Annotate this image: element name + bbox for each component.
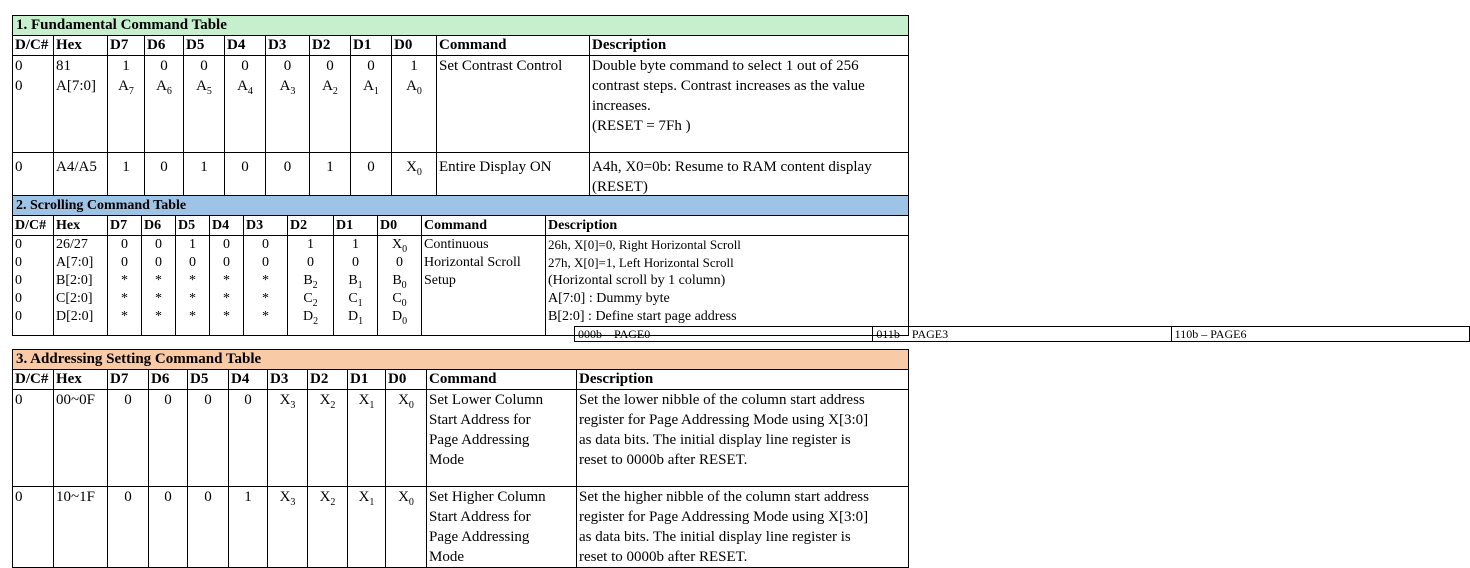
hex-cell: A[7:0]	[56, 255, 94, 270]
dc-cell: 0	[13, 153, 54, 198]
bit-cell: *	[155, 273, 162, 288]
column-header: D/C#	[13, 370, 54, 390]
command-line: Mode	[429, 452, 464, 468]
bit-cell: $A_7$	[118, 78, 134, 97]
column-header: Command	[437, 36, 590, 56]
description-line: contrast steps. Contrast increases as the value	[592, 78, 865, 94]
bit-cell: 0	[160, 58, 168, 74]
command-line: Start Address for	[429, 509, 531, 525]
bit-cell: $A_2$	[322, 78, 338, 97]
dc-cell: 0	[15, 273, 22, 288]
column-header: D3	[244, 216, 288, 236]
description-line: Double byte command to select 1 out of 256	[592, 58, 859, 74]
column-header: Description	[590, 36, 909, 56]
dc-cell: 0	[15, 58, 23, 74]
column-header: D2	[310, 36, 351, 56]
bit-cell: $X_0$	[386, 390, 427, 487]
bit-cell: *	[155, 291, 162, 306]
dc-cell: 0	[15, 78, 23, 94]
column-header: D2	[308, 370, 348, 390]
bit-cell: $D_0$	[391, 309, 408, 327]
bit-cell: 1	[189, 237, 196, 252]
column-header: D3	[268, 370, 308, 390]
bit-cell: 0	[108, 390, 149, 487]
table-row	[13, 487, 909, 568]
bit-cell: 0	[223, 255, 230, 270]
fundamental-command-section	[12, 15, 908, 195]
subtable-cell: 110b – PAGE6	[1171, 327, 1469, 342]
column-header: D1	[348, 370, 386, 390]
column-header: D1	[351, 36, 392, 56]
table-row	[13, 236, 909, 336]
column-header: D7	[108, 216, 142, 236]
description-line: increases.	[592, 98, 651, 114]
bit-cell: *	[262, 309, 269, 324]
hex-cell: 00~0F	[54, 390, 108, 487]
bit-cell: *	[223, 273, 230, 288]
bit-cell: 0	[188, 390, 229, 487]
hex-cell: A[7:0]	[56, 78, 96, 94]
bit-cell: $B_0$	[392, 273, 407, 291]
column-header: D4	[210, 216, 244, 236]
hex-cell: C[2:0]	[56, 291, 93, 306]
bit-cell: $X_0$	[391, 237, 408, 255]
bit-cell: $X_2$	[308, 487, 348, 568]
bit-cell: $A_0$	[406, 78, 422, 97]
bit-cell: $X_1$	[348, 390, 386, 487]
description-line: reset to 0000b after RESET.	[579, 549, 748, 565]
bit-cell: 0	[326, 58, 334, 74]
bit-cell: $D_2$	[302, 309, 319, 327]
scrolling-command-section	[12, 195, 1247, 341]
command-line: Start Address for	[429, 412, 531, 428]
column-header: D6	[142, 216, 176, 236]
bit-cell: *	[121, 273, 128, 288]
command-line: Horizontal Scroll	[424, 255, 521, 270]
table-title: 1. Fundamental Command Table	[13, 16, 909, 36]
bit-cell: 1	[310, 153, 351, 198]
command-line: Set Higher Column	[429, 489, 546, 505]
column-header: D4	[229, 370, 268, 390]
bit-cell: 1	[307, 237, 314, 252]
column-header: Description	[546, 216, 909, 236]
column-header: D7	[108, 36, 145, 56]
description-line: register for Page Addressing Mode using X[3:0]	[579, 509, 869, 525]
column-header: D7	[108, 370, 149, 390]
dc-cell: 0	[15, 309, 22, 324]
bit-cell: *	[262, 291, 269, 306]
column-header: D6	[149, 370, 188, 390]
description-line: as data bits. The initial display line register is	[579, 432, 851, 448]
hex-cell: B[2:0]	[56, 273, 93, 288]
bit-cell: 0	[121, 255, 128, 270]
bit-cell: 1	[108, 153, 145, 198]
bit-cell: 1	[410, 58, 418, 74]
dc-cell: 0	[15, 291, 22, 306]
dc-cell: 0	[15, 255, 22, 270]
dc-cell: 0	[15, 237, 22, 252]
table-title: 2. Scrolling Command Table	[13, 196, 909, 216]
column-header: D/C#	[13, 36, 54, 56]
table-row	[13, 390, 909, 487]
column-header: Command	[427, 370, 577, 390]
column-header: Command	[422, 216, 546, 236]
description-line: as data bits. The initial display line register is	[579, 529, 851, 545]
column-header: Hex	[54, 216, 108, 236]
bit-cell: 0	[262, 255, 269, 270]
column-header: D/C#	[13, 216, 54, 236]
description-line: Set the higher nibble of the column start address	[579, 489, 869, 505]
bit-cell: $B_1$	[348, 273, 363, 291]
page-address-subtable	[574, 326, 1470, 342]
description-line: (RESET)	[592, 179, 648, 195]
scrolling-command-table	[12, 195, 909, 336]
fundamental-command-table	[12, 15, 909, 198]
bit-cell: 1	[229, 487, 268, 568]
bit-cell: $C_0$	[392, 291, 407, 309]
bit-cell: $A_6$	[156, 78, 172, 97]
column-header: D5	[184, 36, 225, 56]
bit-cell: *	[121, 309, 128, 324]
hex-cell: A4/A5	[54, 153, 108, 198]
description-line: Set the lower nibble of the column start address	[579, 392, 865, 408]
column-header: D0	[378, 216, 422, 236]
description-line: (Horizontal scroll by 1 column)	[548, 273, 726, 288]
description-line: A[7:0] : Dummy byte	[548, 291, 670, 306]
hex-cell: 26/27	[56, 237, 88, 252]
column-header: Hex	[54, 36, 108, 56]
bit-cell: 0	[149, 390, 188, 487]
bit-cell: $X_2$	[308, 390, 348, 487]
column-header: D5	[188, 370, 229, 390]
column-header: D0	[386, 370, 427, 390]
bit-cell: 0	[283, 58, 292, 74]
bit-cell: $B_2$	[303, 273, 318, 291]
table-row	[13, 56, 909, 153]
bit-cell: *	[262, 273, 269, 288]
bit-cell: 0	[155, 255, 162, 270]
addressing-command-section	[12, 349, 908, 565]
bit-cell: $A_3$	[279, 78, 296, 97]
description-line: A4h, X0=0b: Resume to RAM content display	[592, 159, 872, 175]
bit-cell: *	[189, 309, 196, 324]
addressing-command-table	[12, 349, 909, 568]
bit-cell: 1	[122, 58, 130, 74]
command-line: Setup	[424, 273, 456, 288]
description-line: register for Page Addressing Mode using X[3:0]	[579, 412, 869, 428]
bit-cell: $X_3$	[268, 487, 308, 568]
dc-cell: 0	[13, 390, 54, 487]
bit-cell: $X_1$	[348, 487, 386, 568]
column-header: D3	[266, 36, 310, 56]
table-title: 3. Addressing Setting Command Table	[13, 350, 909, 370]
description-line: 26h, X[0]=0, Right Horizontal Scroll	[548, 237, 741, 252]
bit-cell: $X_0$	[392, 153, 437, 198]
bit-cell: $X_3$	[268, 390, 308, 487]
bit-cell: 0	[396, 255, 403, 270]
bit-cell: *	[223, 309, 230, 324]
bit-cell: 0	[241, 58, 249, 74]
command-line: Set Lower Column	[429, 392, 544, 408]
bit-cell: 0	[200, 58, 208, 74]
description-line: (RESET = 7Fh )	[592, 118, 691, 134]
bit-cell: 0	[367, 58, 375, 74]
bit-cell: 0	[307, 255, 314, 270]
hex-cell: D[2:0]	[56, 309, 94, 324]
hex-cell: 81	[56, 58, 71, 74]
bit-cell: 0	[262, 237, 269, 252]
bit-cell: 1	[184, 153, 225, 198]
command-cell: Entire Display ON	[437, 153, 590, 198]
description-line: reset to 0000b after RESET.	[579, 452, 748, 468]
bit-cell: $C_2$	[303, 291, 318, 309]
bit-cell: *	[189, 273, 196, 288]
bit-cell: 0	[225, 153, 266, 198]
description-line: 27h, X[0]=1, Left Horizontal Scroll	[548, 255, 734, 270]
bit-cell: 1	[352, 237, 359, 252]
subtable-cell: 011b – PAGE3	[873, 327, 1171, 342]
table-row	[13, 153, 909, 198]
command-cell: Set Contrast Control	[437, 56, 590, 153]
bit-cell: *	[223, 291, 230, 306]
column-header: D1	[334, 216, 378, 236]
bit-cell: 0	[155, 237, 162, 252]
column-header: D4	[225, 36, 266, 56]
bit-cell: 0	[351, 153, 392, 198]
bit-cell: $X_0$	[386, 487, 427, 568]
bit-cell: $A_1$	[363, 78, 379, 97]
column-header: D0	[392, 36, 437, 56]
command-line: Page Addressing	[429, 529, 530, 545]
bit-cell: *	[155, 309, 162, 324]
column-header: D5	[176, 216, 210, 236]
description-line: B[2:0] : Define start page address	[548, 309, 737, 324]
bit-cell: $A_5$	[196, 78, 212, 97]
bit-cell: 0	[229, 390, 268, 487]
column-header: D2	[288, 216, 334, 236]
bit-cell: 0	[266, 153, 310, 198]
bit-cell: 0	[121, 237, 128, 252]
bit-cell: 0	[108, 487, 149, 568]
command-line: Continuous	[424, 237, 489, 252]
dc-cell: 0	[13, 487, 54, 568]
bit-cell: $D_1$	[347, 309, 364, 327]
bit-cell: 0	[188, 487, 229, 568]
bit-cell: 0	[145, 153, 184, 198]
command-line: Page Addressing	[429, 432, 530, 448]
bit-cell: *	[121, 291, 128, 306]
bit-cell: $A_4$	[237, 78, 253, 97]
hex-cell: 10~1F	[54, 487, 108, 568]
column-header: Hex	[54, 370, 108, 390]
column-header: D6	[145, 36, 184, 56]
bit-cell: *	[189, 291, 196, 306]
subtable-cell: 000b – PAGE0	[575, 327, 873, 342]
bit-cell: 0	[149, 487, 188, 568]
bit-cell: $C_1$	[348, 291, 363, 309]
bit-cell: 0	[189, 255, 196, 270]
command-line: Mode	[429, 549, 464, 565]
bit-cell: 0	[352, 255, 359, 270]
column-header: Description	[577, 370, 909, 390]
bit-cell: 0	[223, 237, 230, 252]
